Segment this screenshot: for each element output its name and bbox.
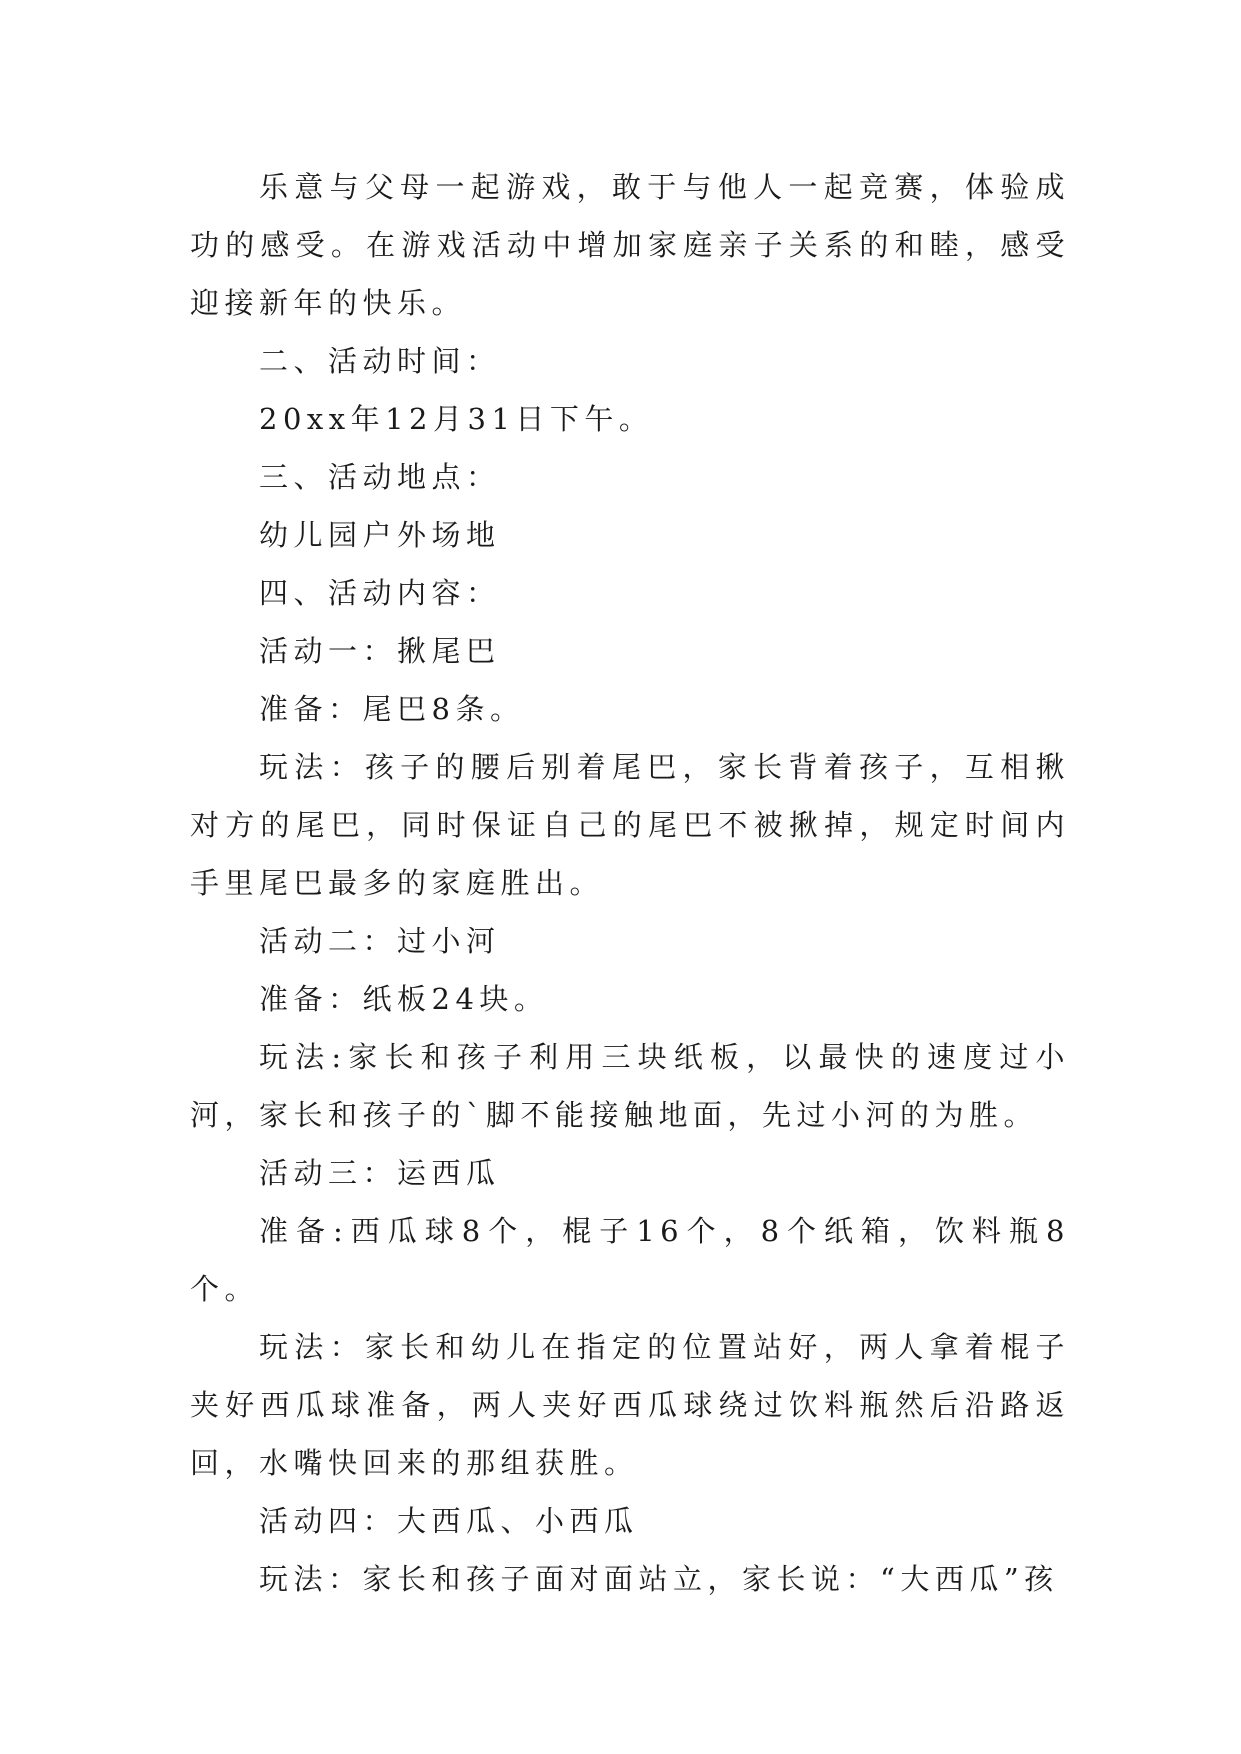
activity-two-preparation: 准备：纸板24块。 [259,982,549,1016]
activity-two-rules: 玩法:家长和孩子利用三块纸板，以最快的速度过小河，家长和孩子的`脚不能接触地面，先过小河的为胜。 [190,1040,1070,1132]
heading-activity-location: 三、活动地点： [259,460,501,494]
activity-one-preparation: 准备：尾巴8条。 [259,692,525,726]
activity-location-value: 幼儿园户外场地 [259,518,501,552]
activity-time-value: 20xx年12月31日下午。 [259,402,654,436]
activity-three-preparation: 准备:西瓜球8个，棍子16个，8个纸箱，饮料瓶8个。 [190,1214,1070,1306]
document-body [190,158,1070,1608]
activity-four-rules: 玩法：家长和孩子面对面站立，家长说：“大西瓜”孩 [259,1562,1059,1596]
paragraph-intro: 乐意与父母一起游戏，敢于与他人一起竞赛，体验成功的感受。在游戏活动中增加家庭亲子关系的和睦，感受迎接新年的快乐。 [190,170,1070,320]
activity-one-rules: 玩法：孩子的腰后别着尾巴，家长背着孩子，互相揪对方的尾巴，同时保证自己的尾巴不被揪掉，规定时间内手里尾巴最多的家庭胜出。 [190,750,1070,900]
activity-four-title: 活动四：大西瓜、小西瓜 [259,1504,639,1538]
heading-activity-time: 二、活动时间： [259,344,501,378]
activity-one-title: 活动一：揪尾巴 [259,634,501,668]
activity-two-title: 活动二：过小河 [259,924,501,958]
activity-three-rules: 玩法：家长和幼儿在指定的位置站好，两人拿着棍子夹好西瓜球准备，两人夹好西瓜球绕过饮料瓶然后沿路返回，水嘴快回来的那组获胜。 [190,1330,1070,1480]
heading-activity-content: 四、活动内容： [259,576,501,610]
activity-three-title: 活动三：运西瓜 [259,1156,501,1190]
